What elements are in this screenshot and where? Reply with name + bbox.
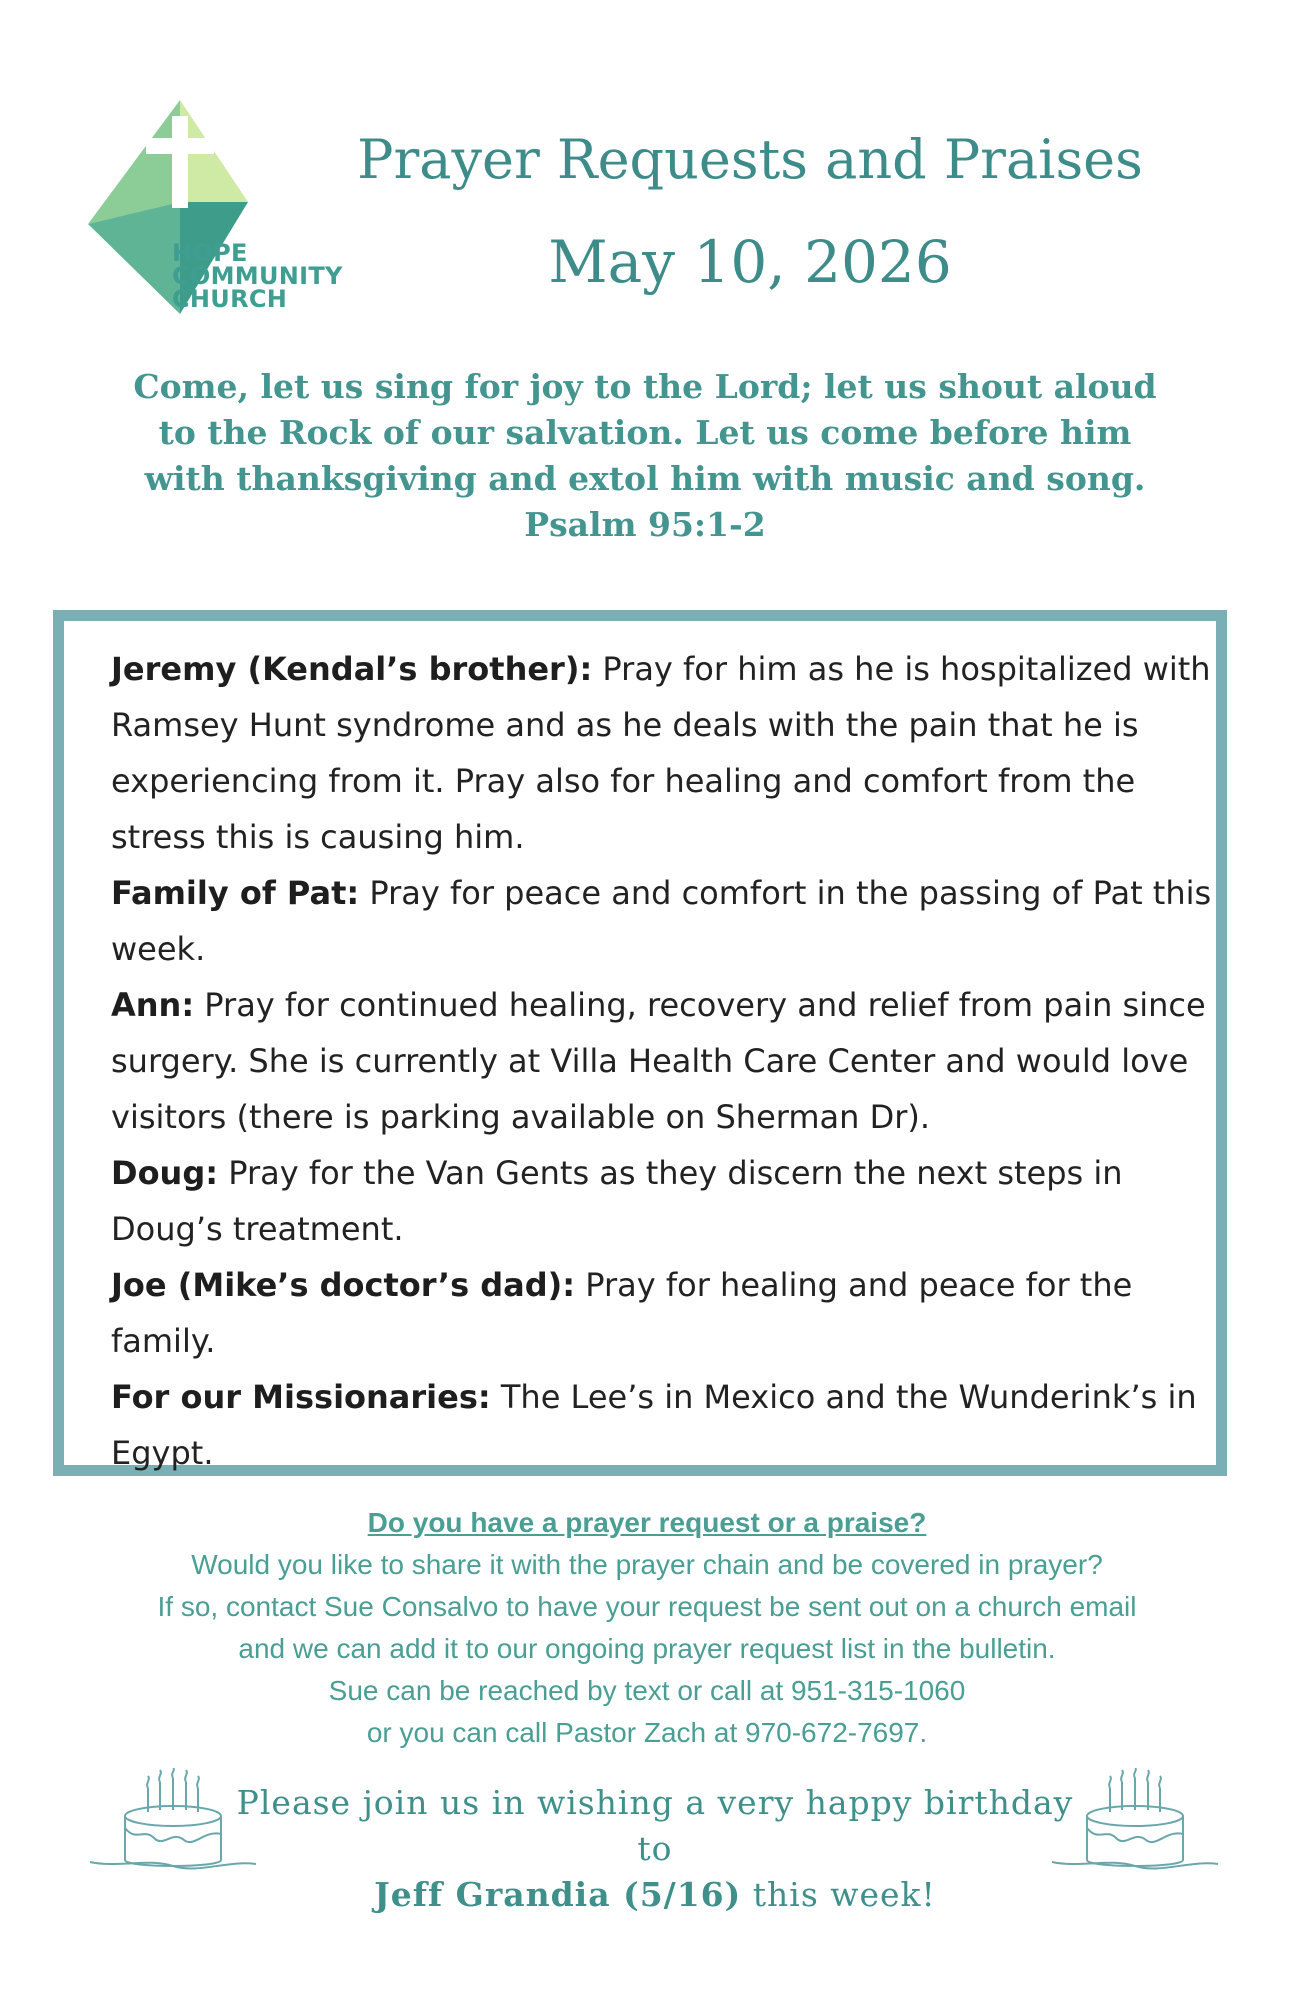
prayer-request-missionaries xyxy=(111,1369,1231,1481)
prayer-request-ann xyxy=(111,977,1231,1145)
request-text: Pray for him as he is hospitalized with Ramsey Hunt syndrome and as he deals with the pain that he is experiencing from it. Pray also for healing and comfort from the stress this is causing him. xyxy=(111,650,1211,856)
request-text: The Lee’s in Mexico and the Wunderink’s in Egypt. xyxy=(111,1378,1197,1472)
contact-line: or you can call Pastor Zach at 970-672-7697. xyxy=(366,1717,928,1748)
verse-reference: Psalm 95:1-2 xyxy=(524,505,766,544)
prayer-request-list xyxy=(111,641,1231,1481)
request-name: Jeremy (Kendal’s brother): xyxy=(111,650,593,688)
birthday-announcement xyxy=(230,1780,1080,1918)
verse-line: to the Rock of our salvation. Let us come before him xyxy=(158,413,1132,452)
page-date: May 10, 2026 xyxy=(548,228,952,296)
prayer-request-joe xyxy=(111,1257,1231,1369)
prayer-request-pat xyxy=(111,865,1231,977)
prayer-request-doug xyxy=(111,1145,1231,1257)
request-name: Joe (Mike’s doctor’s dad): xyxy=(111,1266,576,1304)
request-name: Doug: xyxy=(111,1154,219,1192)
request-name: Family of Pat: xyxy=(111,874,360,912)
contact-heading: Do you have a prayer request or a praise? xyxy=(367,1507,927,1538)
request-text: Pray for continued healing, recovery and relief from pain since surgery. She is currently at Villa Health Care Center and would love visitors (there is parking available on Sherman Dr). xyxy=(111,986,1206,1136)
page-title: Prayer Requests and Praises xyxy=(357,128,1143,191)
scripture-verse xyxy=(120,364,1170,548)
birthday-suffix: this week! xyxy=(741,1875,936,1914)
prayer-request-jeremy xyxy=(111,641,1231,865)
request-name: Ann: xyxy=(111,986,195,1024)
request-name: For our Missionaries: xyxy=(111,1378,491,1416)
contact-line: Sue can be reached by text or call at 951-315-1060 xyxy=(328,1675,966,1706)
request-text: Pray for the Van Gents as they discern the next steps in Doug’s treatment. xyxy=(111,1154,1123,1248)
birthday-name: Jeff Grandia (5/16) xyxy=(374,1875,742,1914)
logo-line-church: CHURCH xyxy=(172,285,288,313)
birthday-name-line xyxy=(230,1872,1080,1918)
birthday-line: Please join us in wishing a very happy birthday to xyxy=(236,1783,1074,1868)
verse-line: Come, let us sing for joy to the Lord; let us shout aloud xyxy=(133,367,1157,406)
request-text: Pray for peace and comfort in the passing of Pat this week. xyxy=(111,874,1212,968)
contact-line: If so, contact Sue Consalvo to have your request be sent out on a church email xyxy=(157,1591,1137,1622)
contact-info xyxy=(80,1502,1214,1754)
request-text: Pray for healing and peace for the family. xyxy=(111,1266,1133,1360)
prayer-requests-box xyxy=(53,610,1227,1476)
contact-line: and we can add it to our ongoing prayer request list in the bulletin. xyxy=(238,1633,1056,1664)
logo-line-hope: HOPE xyxy=(172,239,248,267)
verse-line: with thanksgiving and extol him with music and song. xyxy=(144,459,1146,498)
contact-line: Would you like to share it with the prayer chain and be covered in prayer? xyxy=(191,1549,1103,1580)
logo-line-community: COMMUNITY xyxy=(172,262,343,290)
